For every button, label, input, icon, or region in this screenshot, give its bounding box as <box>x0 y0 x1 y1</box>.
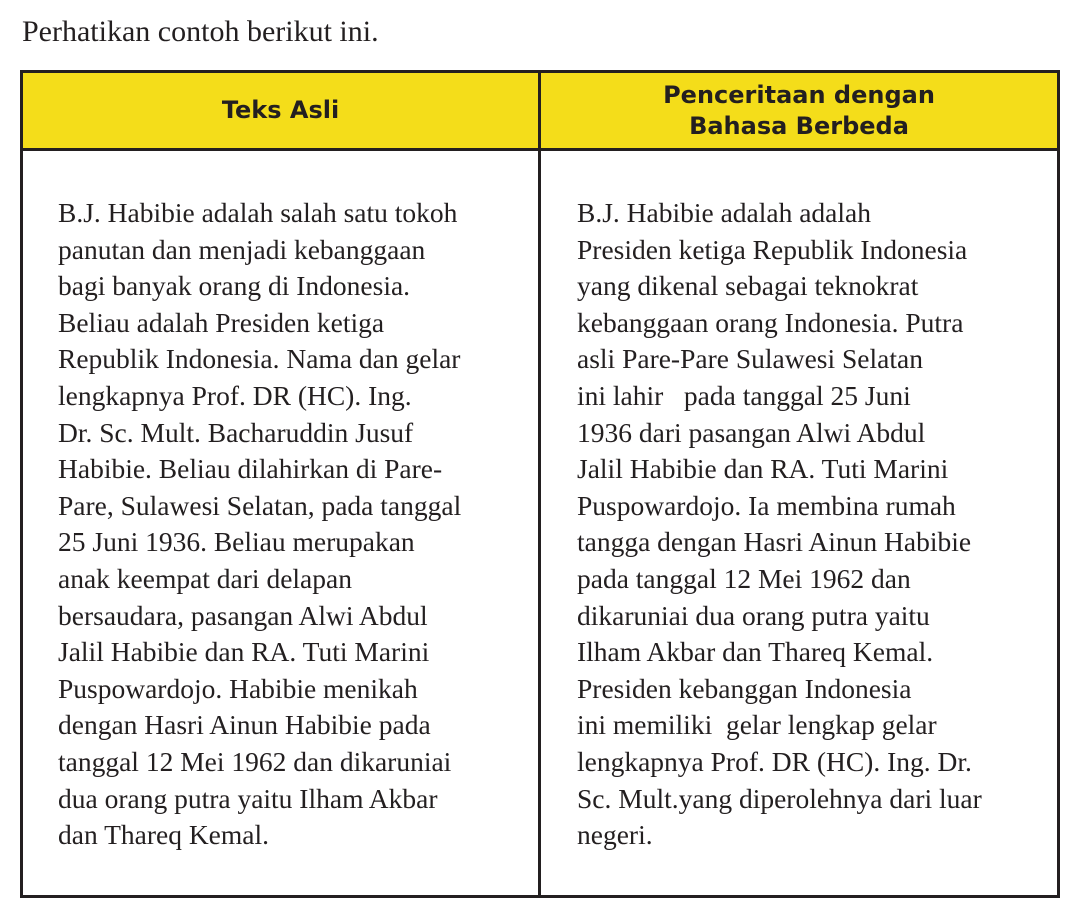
retelling-text-line: tangga dengan Hasri Ainun Habibie <box>577 526 972 558</box>
retelling-text-line: ini memiliki gelar lengkap gelar <box>577 709 937 741</box>
comparison-table <box>20 70 1060 898</box>
original-text-line: Republik Indonesia. Nama dan gelar <box>58 343 461 375</box>
retelling-text-line: dikaruniai dua orang putra yaitu <box>577 599 930 631</box>
retelling-text-line: Puspowardojo. Ia membina rumah <box>577 489 956 521</box>
retelling-text-line: pada tanggal 12 Mei 1962 dan <box>577 562 911 594</box>
original-text-cell <box>23 151 541 895</box>
retelling-text-line: Jalil Habibie dan RA. Tuti Marini <box>577 453 949 485</box>
original-text-line: Jalil Habibie dan RA. Tuti Marini <box>58 636 430 668</box>
original-text-line: B.J. Habibie adalah salah satu tokoh <box>58 197 458 228</box>
header-retelling: Penceritaan dengan Bahasa Berbeda <box>541 73 1057 151</box>
retelling-text-line: 1936 dari pasangan Alwi Abdul <box>577 416 926 448</box>
original-text-line: lengkapnya Prof. DR (HC). Ing. <box>58 379 412 411</box>
original-text-line: anak keempat dari delapan <box>58 562 352 594</box>
original-text-line: dan Thareq Kemal. <box>58 819 270 851</box>
original-text-line: dua orang putra yaitu Ilham Akbar <box>58 782 438 814</box>
original-text-line: bagi banyak orang di Indonesia. <box>58 270 411 302</box>
original-text-line: dengan Hasri Ainun Habibie pada <box>58 709 431 741</box>
retelling-text-line: ini lahir pada tanggal 25 Juni <box>577 379 911 411</box>
original-text-line: 25 Juni 1936. Beliau merupakan <box>58 526 415 558</box>
retelling-text-line: yang dikenal sebagai teknokrat <box>577 270 919 302</box>
retelling-text-line: B.J. Habibie adalah adalah <box>577 197 871 228</box>
retelling-text-cell <box>541 151 1057 895</box>
retelling-text-line: asli Pare-Pare Sulawesi Selatan <box>577 343 923 375</box>
original-text-line: tanggal 12 Mei 1962 dan dikaruniai <box>58 745 452 777</box>
retelling-text-line: Sc. Mult.yang diperolehnya dari luar <box>577 782 982 814</box>
retelling-text-line: kebanggaan orang Indonesia. Putra <box>577 306 964 338</box>
original-text-line: Beliau adalah Presiden ketiga <box>58 306 385 338</box>
original-text-line: Pare, Sulawesi Selatan, pada tanggal <box>58 489 462 521</box>
retelling-text-line: Ilham Akbar dan Thareq Kemal. <box>577 636 934 668</box>
header-original-text: Teks Asli <box>23 73 541 151</box>
original-text-line: Puspowardojo. Habibie menikah <box>58 672 418 704</box>
original-text-line: Habibie. Beliau dilahirkan di Pare- <box>58 453 443 485</box>
retelling-text-line: Presiden ketiga Republik Indonesia <box>577 233 968 265</box>
original-text-line: panutan dan menjadi kebanggaan <box>58 233 426 265</box>
retelling-text-line: negeri. <box>577 819 653 851</box>
intro-text: Perhatikan contoh berikut ini. <box>22 15 379 48</box>
retelling-text-line: lengkapnya Prof. DR (HC). Ing. Dr. <box>577 745 972 777</box>
original-text-line: Dr. Sc. Mult. Bacharuddin Jusuf <box>58 416 414 448</box>
retelling-text-line: Presiden kebanggan Indonesia <box>577 672 912 704</box>
original-text-line: bersaudara, pasangan Alwi Abdul <box>58 599 428 631</box>
